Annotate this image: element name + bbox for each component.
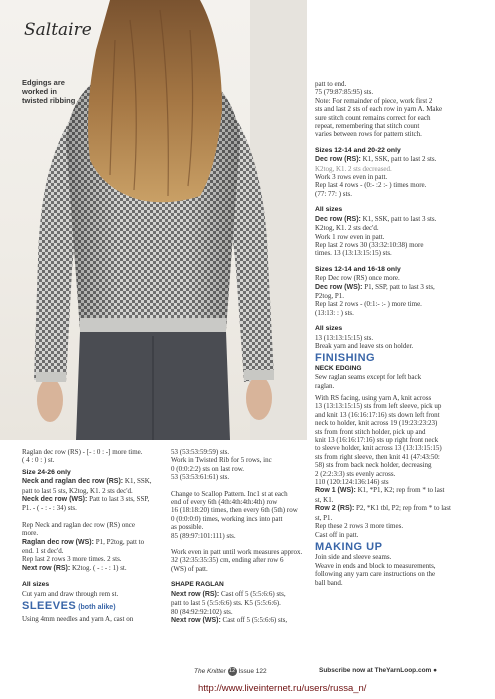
text-line: Rep last 2 rows - (0:1:- :- ) more time. bbox=[315, 300, 422, 309]
row-text: K1, SSK, patt to last 3 sts. bbox=[360, 214, 437, 223]
text-line: end of every 6th (4th:4th:4th:4th) row bbox=[171, 498, 278, 507]
text-line: 75 (79:87:85:95) sts. bbox=[315, 88, 374, 97]
text-line: Break yarn and leave sts on holder. bbox=[315, 341, 414, 350]
paragraph bbox=[315, 553, 485, 587]
paragraph bbox=[315, 274, 485, 317]
row-text: P2, *K1 tbl, P2; rep from * to last bbox=[354, 504, 451, 513]
text-line bbox=[22, 538, 157, 547]
text-line: as possible. bbox=[171, 523, 204, 532]
row-text: K1, SSK, patt to last 2 sts. bbox=[360, 155, 437, 164]
section-subtitle: (both alike) bbox=[76, 604, 116, 612]
paragraph bbox=[315, 394, 485, 539]
source-url-watermark: http://www.liveinternet.ru/users/russa_n/ bbox=[198, 683, 367, 694]
paragraph bbox=[22, 521, 157, 573]
size-heading: All sizes bbox=[22, 581, 50, 589]
text-line: st, P1. bbox=[315, 513, 333, 522]
paragraph bbox=[22, 477, 157, 513]
pattern-title: Saltaire bbox=[24, 20, 92, 40]
subsection-heading: NECK EDGING bbox=[315, 364, 362, 372]
text-line: Rep last 4 rows - (0:- :2 :- ) times more. bbox=[315, 181, 427, 190]
text-line: 53 (53:53:61:61) sts. bbox=[171, 473, 230, 482]
section-heading-finishing: FINISHING bbox=[315, 352, 376, 365]
text-line: 53 (53:53:59:59) sts. bbox=[171, 448, 230, 456]
text-line: 110 (120:124:136:146) sts bbox=[315, 478, 389, 487]
text-line: patt to last 5 (5:5:6:6) sts. K5 (5:5:6:6). bbox=[171, 599, 281, 608]
text-line: Using 4mm needles and yarn A, cast on bbox=[22, 614, 134, 623]
text-line: 2 (2:2:3:3) sts evenly across. bbox=[315, 469, 396, 478]
text-line: sure stitch count remains correct for each bbox=[315, 113, 431, 122]
text-line: Rep last 2 rows 3 more times. 2 sts. bbox=[22, 555, 122, 564]
text-line: sts from right sleeve, then knit 41 (47:43:50: bbox=[315, 452, 440, 461]
row-label: Neck and raglan dec row (RS): bbox=[22, 478, 124, 486]
section-heading-sleeves bbox=[22, 602, 157, 612]
sweater-illustration bbox=[0, 0, 307, 440]
text-line: Work 1 row even in patt. bbox=[315, 232, 385, 241]
text-line: With RS facing, using yarn A, knit across bbox=[315, 394, 432, 402]
row-label: Next row (RS): bbox=[22, 564, 71, 572]
text-line: and knit 13 (16:16:17:16) sts down left front bbox=[315, 410, 440, 419]
row-label: Dec row (RS): bbox=[315, 215, 361, 223]
text-line: 32 (32:35:35:35) cm, ending after row 6 bbox=[171, 556, 284, 565]
text-line: Work 3 rows even in patt. bbox=[315, 173, 388, 182]
text-line: P1. - ( - : - : 34) sts. bbox=[22, 504, 77, 513]
text-line: more. bbox=[22, 529, 39, 538]
text-line: Rep last 2 rows 30 (33:32:10:38) more bbox=[315, 240, 424, 249]
row-label: Dec row (WS): bbox=[315, 283, 363, 291]
text-line: Raglan dec row (RS) - [- : 0 : -] more time. bbox=[22, 448, 143, 456]
row-label: Dec row (RS): bbox=[315, 156, 361, 164]
edging-caption-line: Edgings are bbox=[22, 78, 65, 87]
text-line: 13 (13:13:15:15) sts. bbox=[315, 333, 374, 342]
text-line bbox=[315, 215, 485, 224]
row-text: K2tog. ( - : - : 1) st. bbox=[70, 563, 127, 572]
text-line: (13:13: : ) sts. bbox=[315, 308, 354, 317]
section-title: SLEEVES bbox=[22, 600, 77, 613]
text-line: patt to last 5 sts, K2tog, K1. 2 sts dec'd. bbox=[22, 486, 133, 495]
page-number: 12 bbox=[229, 668, 236, 674]
text-line: P2tog, P1. bbox=[315, 291, 344, 300]
footer-left bbox=[194, 667, 267, 676]
text-line: 16 (18:18:20) times, then every 6th (5th) row bbox=[171, 506, 298, 515]
section-heading-making-up: MAKING UP bbox=[315, 540, 383, 553]
text-line: (WS) of patt. bbox=[171, 564, 208, 573]
text-line: 0 (0:0:2:2) sts on last row. bbox=[171, 464, 245, 473]
text-line: Work in Twisted Rib for 5 rows, inc bbox=[171, 456, 272, 465]
text-line: sts and last 2 sts of each row in yarn A. Make bbox=[315, 105, 443, 114]
text-line: Sew raglan seams except for left back bbox=[315, 373, 422, 382]
edging-caption-line: worked in bbox=[22, 87, 58, 96]
text-line bbox=[315, 283, 485, 292]
text-line: Change to Scallop Pattern. Inc1 st at each bbox=[171, 489, 288, 498]
text-line: Rep Neck and raglan dec row (RS) once bbox=[22, 520, 135, 529]
text-column-right bbox=[315, 80, 485, 591]
arrow-right-icon: ● bbox=[433, 667, 438, 674]
paragraph bbox=[315, 80, 485, 139]
text-line: Work even in patt until work measures approx. bbox=[171, 548, 303, 557]
text-line: times. 13 (13:13:15:15) sts. bbox=[315, 249, 392, 258]
paragraph bbox=[171, 490, 311, 540]
subscribe-text: Subscribe now at TheYarnLoop.com bbox=[319, 667, 432, 674]
text-line: Join side and sleeve seams. bbox=[315, 553, 392, 562]
page-footer bbox=[22, 667, 487, 679]
text-line: 58) sts from back neck holder, decreasing bbox=[315, 461, 432, 470]
row-text: Cast off 5 (5:5:6:6) sts, bbox=[219, 589, 286, 598]
text-line bbox=[171, 616, 311, 625]
text-line: 85 (89:97:101:111) sts. bbox=[171, 531, 236, 540]
size-heading: All sizes bbox=[315, 206, 343, 214]
text-column-middle bbox=[171, 448, 311, 629]
row-text: K1, SSK, bbox=[123, 477, 152, 486]
text-line: Note: For remainder of piece, work first 2 bbox=[315, 96, 433, 105]
paragraph bbox=[315, 334, 485, 351]
paragraph bbox=[171, 590, 311, 626]
row-label: Raglan dec row (WS): bbox=[22, 538, 94, 546]
paragraph bbox=[22, 615, 157, 623]
text-column-left bbox=[22, 448, 157, 627]
row-text: Cast off 5 (5:5:6:6) sts, bbox=[220, 615, 288, 624]
text-line bbox=[315, 504, 485, 513]
sweater-photo bbox=[0, 0, 307, 440]
text-line: patt to end. bbox=[315, 80, 347, 88]
size-heading: All sizes bbox=[315, 325, 343, 333]
text-line bbox=[22, 495, 157, 504]
paragraph bbox=[315, 155, 485, 198]
row-text: P1, SSP, patt to last 3 sts, bbox=[362, 282, 435, 291]
text-line: st, K1. bbox=[315, 495, 334, 504]
row-text: Patt to last 3 sts, SSP, bbox=[87, 495, 150, 504]
size-heading: Size 24-26 only bbox=[22, 468, 71, 476]
text-line: K2tog, K1. 2 sts dec'd. bbox=[315, 224, 379, 233]
text-line: (77: 77: ) sts. bbox=[315, 189, 352, 198]
text-line: Rep Dec row (RS) once more. bbox=[315, 274, 400, 283]
row-label: Next row (WS): bbox=[171, 616, 221, 624]
edging-caption bbox=[22, 78, 92, 105]
subscribe-link[interactable] bbox=[319, 667, 437, 674]
paragraph bbox=[22, 448, 157, 465]
row-label: Neck dec row (WS): bbox=[22, 496, 88, 504]
subsection-heading: SHAPE RAGLAN bbox=[171, 581, 224, 589]
paragraph bbox=[171, 548, 311, 573]
paragraph bbox=[22, 590, 157, 598]
size-heading: Sizes 12-14 and 20-22 only bbox=[315, 146, 401, 154]
text-line bbox=[315, 155, 485, 164]
text-line bbox=[22, 564, 157, 573]
text-line: Cut yarn and draw through rem st. bbox=[22, 589, 119, 598]
text-line: neck to holder, knit across 19 (19:23:23:23) bbox=[315, 419, 438, 428]
text-line: sts from front stitch holder, pick up and bbox=[315, 427, 426, 436]
row-text: P1, P2tog, patt to bbox=[93, 537, 145, 546]
text-line: knit 13 (16:16:17:16) sts up right front neck bbox=[315, 436, 439, 445]
text-line: ball band. bbox=[315, 578, 343, 587]
paragraph bbox=[171, 448, 311, 482]
text-line: repeat, remembering that stitch count bbox=[315, 122, 420, 131]
row-text: K1, *P1, K2; rep from * to last bbox=[355, 486, 445, 495]
text-line: end. 1 st dec'd. bbox=[22, 547, 64, 556]
text-line: 13 (13:13:15:15) sts from left sleeve, pick up bbox=[315, 402, 442, 411]
text-line: 80 (84:92:92:102) sts. bbox=[171, 607, 233, 616]
text-line: Weave in ends and block to measurements, bbox=[315, 561, 436, 570]
text-line bbox=[315, 486, 485, 495]
text-line bbox=[171, 590, 311, 599]
edging-caption-line: twisted ribbing bbox=[22, 96, 76, 105]
text-line bbox=[22, 477, 157, 486]
text-line: following any yarn care instructions on the bbox=[315, 570, 436, 579]
text-line: varies between rows for pattern stitch. bbox=[315, 130, 422, 139]
paragraph bbox=[315, 215, 485, 258]
row-label: Row 1 (WS): bbox=[315, 487, 356, 495]
text-line: ( 4 : 0 : ) st. bbox=[22, 456, 55, 465]
text-line: Cast off in patt. bbox=[315, 530, 359, 539]
size-heading: Sizes 12-14 and 16-18 only bbox=[315, 265, 401, 273]
magazine-name: The Knitter bbox=[194, 668, 226, 676]
text-line: raglan. bbox=[315, 381, 335, 390]
text-line: K2tog, K1. 2 sts decreased. bbox=[315, 164, 392, 173]
paragraph bbox=[315, 373, 485, 390]
text-line: 0 (0:0:0:0) times, working incs into patt bbox=[171, 514, 283, 523]
text-line: Rep these 2 rows 3 more times. bbox=[315, 522, 404, 531]
issue-number: Issue 122 bbox=[238, 668, 267, 676]
text-line: to sleeve holder, knit across 13 (13:13:15:15) bbox=[315, 444, 442, 453]
row-label: Next row (RS): bbox=[171, 590, 220, 598]
row-label: Row 2 (RS): bbox=[315, 505, 355, 513]
